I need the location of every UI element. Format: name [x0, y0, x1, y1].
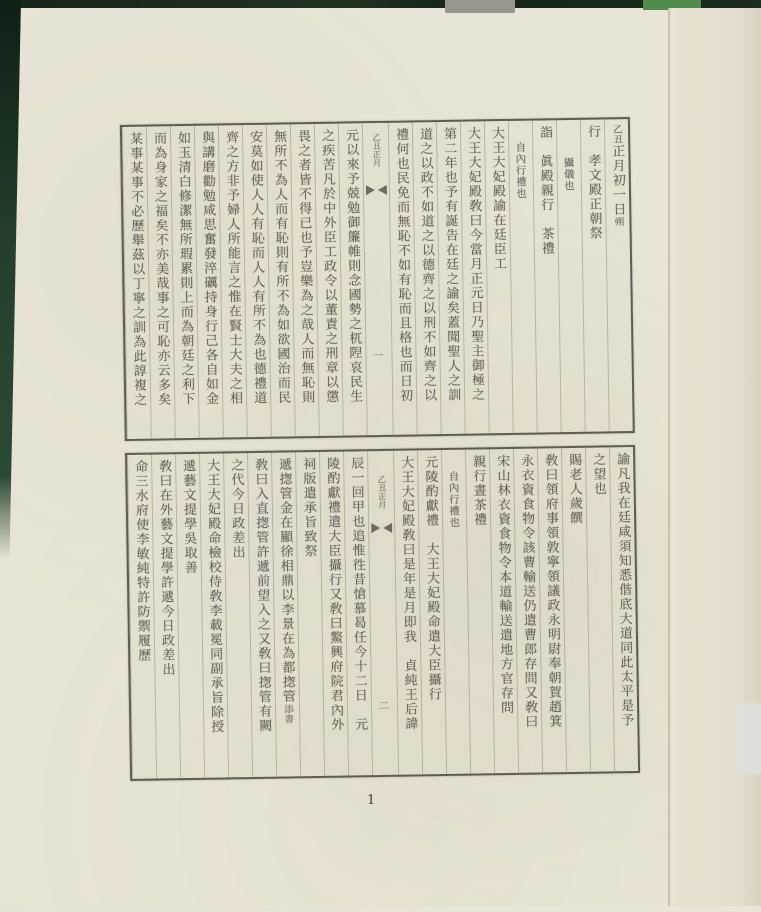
- column-prefix-small: 乙丑: [610, 124, 623, 145]
- column-text: 元陵酌獻禮 大王大妃殿命遣大臣攝行: [422, 455, 441, 702]
- text-column: [585, 447, 614, 771]
- column-text: 自內行禮也: [514, 141, 528, 200]
- text-column: [247, 453, 276, 777]
- column-text: 行 孝文殿正朝祭: [584, 124, 602, 241]
- fold-folio-number: 二: [378, 700, 391, 713]
- text-column: [489, 449, 518, 773]
- text-column: [290, 124, 319, 436]
- column-text: 道之以政不如道之以德齊之以刑不如齊之以: [416, 127, 437, 403]
- text-column: [412, 122, 441, 434]
- column-text: 陵酌獻禮遣大臣攝行又敎曰鰲興府院君內外: [324, 456, 344, 733]
- text-column: [556, 120, 585, 432]
- text-column: [122, 127, 151, 439]
- text-column: [508, 121, 537, 433]
- text-block-upper: [120, 117, 635, 441]
- text-column: [295, 452, 324, 776]
- text-column: [170, 126, 199, 438]
- column-text: 親行晝茶禮: [470, 454, 487, 528]
- column-text: 敎曰入直揔管許遞前望入之又敎曰揔管有闕: [252, 457, 272, 734]
- fold-title: 乙丑正月: [375, 474, 387, 510]
- interlinear-note: 添書: [281, 703, 294, 725]
- text-column: [465, 449, 494, 773]
- text-column: [127, 455, 156, 779]
- column-text: 永衣資食物令該曹輸送仍遣曹郎存問又敎曰: [518, 453, 538, 730]
- page-number: 1: [367, 793, 376, 808]
- text-block-lower: [125, 445, 640, 781]
- fish-tail-icon: [371, 519, 392, 543]
- column-text: 齊之方非予婦人所能言之惟在賢士大夫之相: [222, 130, 243, 406]
- text-column: [319, 452, 348, 776]
- text-column: [175, 454, 204, 778]
- column-area: [122, 119, 633, 439]
- column-text: 大王大妃殿敎曰今當月正元日乃聖主御極之: [464, 126, 485, 403]
- text-column: [199, 453, 228, 777]
- text-column: [580, 119, 609, 431]
- text-column: [223, 453, 252, 777]
- text-column: [609, 447, 638, 771]
- column-text: 宋山林衣資食物令本道輸送遣地方官存問: [494, 453, 514, 716]
- column-text: 遞藝文提學吳取善: [180, 458, 197, 576]
- text-column: [460, 121, 489, 433]
- fold-title: 乙丑正月: [370, 132, 382, 168]
- text-column: [604, 119, 633, 431]
- text-column: [417, 450, 446, 774]
- fish-tail-icon: [366, 181, 387, 205]
- column-text: 祠版遣承旨致祭: [300, 457, 317, 559]
- text-column: [343, 451, 372, 775]
- column-text: 自內行禮也: [447, 470, 461, 529]
- column-text: 第二年也予有誕告在廷之諭矣蓋聞聖人之訓: [440, 126, 461, 403]
- column-text: 命三水府使李敏純特許防禦履歷: [132, 459, 151, 663]
- text-column: [338, 123, 367, 435]
- text-column: [393, 450, 422, 774]
- text-column: [271, 452, 300, 776]
- column-text: 之疾苦凡於中外臣工政令以董責之刑章以懲: [318, 128, 339, 405]
- fold-folio-number: 一: [373, 350, 385, 363]
- column-text: 遞揔管金在顯徐相鼎以李景在為都揔管: [276, 457, 295, 705]
- column-text: 元以來予兢勉御簾帷則念國勢之杌隉哀民生: [342, 128, 363, 405]
- column-text: 大王大妃殿敎曰是年是月即我 貞純王后諱: [398, 455, 418, 732]
- column-text: 敎曰在外藝文提學許遞今日政差出: [156, 459, 175, 677]
- column-text: 大王大妃殿命檢校侍敎李載冕同副承旨除授: [204, 458, 224, 735]
- text-column: [218, 125, 247, 437]
- column-text: 無所不為人而有恥則有所不為如欲國治而民: [270, 129, 291, 406]
- column-text: 禮何也民免而無恥不如有恥而且格也而日初: [392, 127, 413, 404]
- column-text: 某事某事不必歷舉茲以丁寧之訓為此諄複之: [126, 131, 147, 408]
- column-text: 諭凡我在廷咸須知悉偕底大道同此太平是予: [614, 452, 634, 728]
- center-fold-column: [367, 451, 398, 775]
- text-column: [537, 448, 566, 772]
- column-text: 之代今日政差出: [228, 458, 245, 560]
- column-text: 詣 眞殿親行 茶禮: [536, 125, 554, 256]
- column-text: 攝儀也: [562, 156, 575, 192]
- text-column: [484, 121, 513, 433]
- text-column: [151, 454, 180, 778]
- column-text: 辰一回甲也追惟徃昔愴慕曷任今十二日 元: [348, 456, 368, 732]
- column-text: 安莫如使人人有恥而人人有所不為也德禮道: [246, 129, 267, 406]
- text-column: [314, 124, 343, 436]
- column-text: 如玉清白修潔無所瑕累則上而為朝廷之利下: [174, 130, 195, 407]
- text-column: [388, 122, 417, 434]
- column-text: 而為身家之福矣不亦美哉事之可恥亦云多矣: [150, 131, 171, 408]
- text-column: [194, 126, 223, 438]
- column-text: 畏之者皆不得已也予豈樂為之哉人而無恥則: [294, 129, 315, 405]
- column-suffix-small: 朔: [612, 216, 624, 227]
- column-text: 與講磨勸勉咸思奮發淬礪持身行己各自如金: [198, 130, 219, 407]
- column-text: 敎曰領府事領敦寧領議政永明尉奉朝賀趙箕: [542, 453, 562, 729]
- column-text: 正月初一日: [609, 144, 626, 217]
- column-area: [127, 447, 638, 779]
- column-text: 之望也: [590, 452, 606, 497]
- text-column: [436, 122, 465, 434]
- text-column: [532, 120, 561, 432]
- text-column: [146, 126, 175, 438]
- center-fold-column: [362, 123, 393, 435]
- column-text: 大王大妃殿諭在廷臣工: [488, 126, 507, 272]
- text-column: [513, 449, 542, 773]
- text-column: [266, 124, 295, 436]
- text-column: [242, 125, 271, 437]
- text-column: [561, 448, 590, 772]
- text-column: [441, 450, 470, 774]
- column-text: 賜老人歲饌: [566, 452, 583, 526]
